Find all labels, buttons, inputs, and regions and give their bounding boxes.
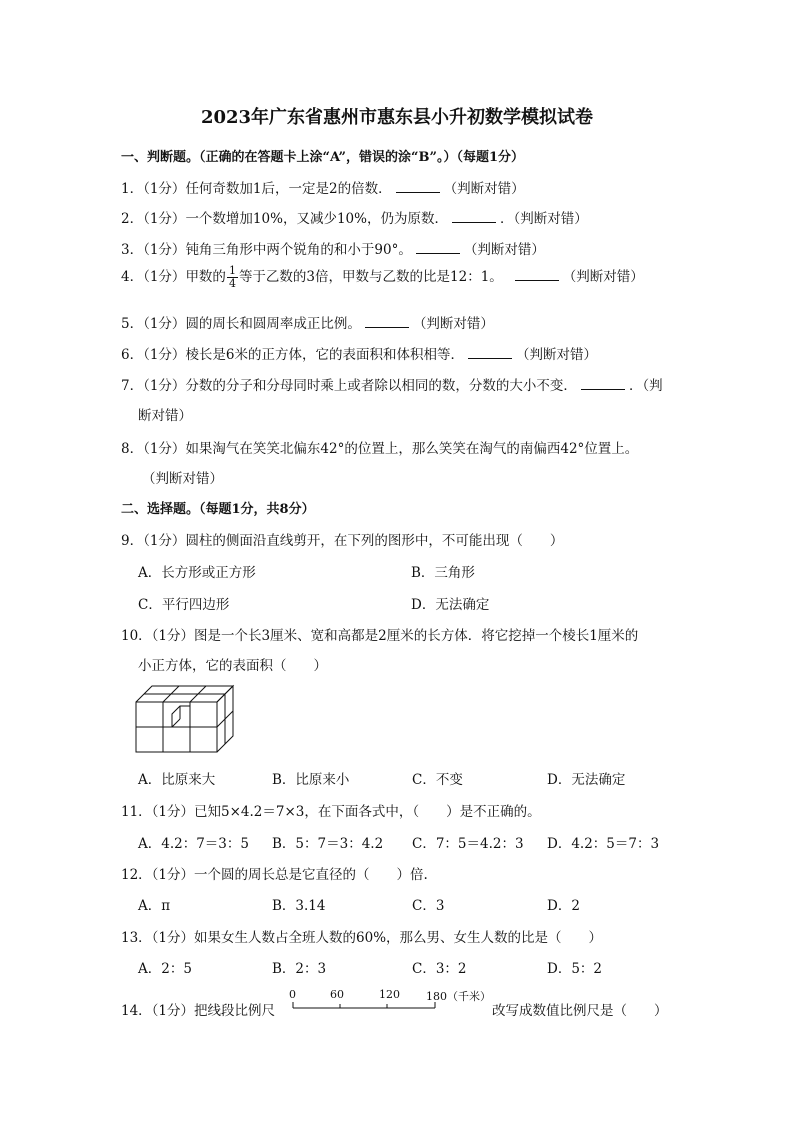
answer-blank[interactable]	[365, 326, 409, 328]
page-title: 2023年广东省惠州市惠东县小升初数学模拟试卷	[200, 107, 594, 128]
question-tail: ．（判	[628, 378, 663, 394]
q13-option-a[interactable]: A．2：5	[138, 961, 192, 977]
scale-ruler	[287, 1000, 447, 1010]
question-tail: （判断对错）	[463, 242, 545, 258]
q10-option-c[interactable]: C．不变	[412, 772, 463, 788]
answer-blank[interactable]	[468, 357, 512, 359]
question-text: 棱长是6米的正方体，它的表面积和体积相等．	[185, 347, 465, 363]
question-2	[121, 207, 588, 227]
question-text: 钝角三角形中两个锐角的和小于90°。	[185, 242, 412, 258]
question-8-cont	[138, 467, 223, 487]
q11-option-d[interactable]: D．4.2：5＝7：3	[547, 836, 660, 852]
question-tail: （判断对错）	[142, 471, 223, 487]
question-number: 3．（1分）	[121, 242, 186, 258]
question-4	[121, 265, 644, 290]
cuboid-figure	[134, 684, 238, 756]
scale-label-60: 60	[330, 988, 344, 1001]
question-7	[121, 374, 663, 394]
q11-option-a[interactable]: A．4.2：7＝3：5	[138, 836, 249, 852]
question-10	[121, 624, 638, 644]
question-number: 10．（1分）	[121, 628, 195, 644]
q13-option-c[interactable]: C．3：2	[412, 961, 467, 977]
question-number: 12．（1分）	[121, 867, 195, 883]
q9-option-d[interactable]: D．无法确定	[411, 597, 490, 613]
question-tail: （判断对错）	[443, 181, 525, 197]
question-number: 4．（1分）	[121, 269, 186, 285]
question-8	[121, 437, 638, 457]
question-text: 图是一个长3厘米、宽和高都是2厘米的长方体．将它挖掉一个棱长1厘米的	[194, 628, 639, 644]
question-text: 一个数增加10%，又减少10%，仍为原数．	[185, 211, 448, 227]
question-number: 13．（1分）	[121, 930, 195, 946]
fraction-numerator: 1	[228, 264, 236, 277]
question-14-post: 改写成数值比例尺是（ ）	[492, 1003, 668, 1019]
answer-blank[interactable]	[581, 388, 625, 390]
question-pre: 把线段比例尺	[194, 1003, 276, 1019]
question-text: 圆的周长和圆周率成正比例。	[185, 316, 361, 332]
q10-option-a[interactable]: A．比原来大	[138, 772, 216, 788]
fraction-denominator: 4	[228, 277, 236, 290]
question-3	[121, 238, 545, 258]
question-text: 任何奇数加1后，一定是2的倍数．	[185, 181, 392, 197]
question-9	[121, 529, 563, 549]
question-text: 圆柱的侧面沿直线剪开，在下列的图形中，不可能出现（ ）	[185, 533, 564, 549]
question-tail: ．（判断对错）	[499, 211, 588, 227]
q9-option-a[interactable]: A．长方形或正方形	[138, 565, 256, 581]
q10-option-d[interactable]: D．无法确定	[547, 772, 626, 788]
question-number: 9．（1分）	[121, 533, 186, 549]
answer-blank[interactable]	[416, 252, 460, 254]
question-post: 等于乙数的3倍，甲数与乙数的比是12：1。	[238, 269, 503, 285]
scale-label-120: 120	[379, 988, 400, 1001]
q12-option-b[interactable]: B．3.14	[272, 898, 326, 914]
question-text: 如果女生人数占全班人数的60%，那么男、女生人数的比是（ ）	[194, 930, 603, 946]
question-tail: （判断对错）	[412, 316, 494, 332]
q13-option-d[interactable]: D．5：2	[547, 961, 603, 977]
scale-label-180: 180（千米）	[426, 990, 491, 1003]
scale-label-0: 0	[289, 988, 296, 1001]
line-scale	[287, 988, 491, 1010]
q13-option-b[interactable]: B．2：3	[272, 961, 327, 977]
q9-option-b[interactable]: B．三角形	[411, 565, 475, 581]
question-10-cont: 小正方体，它的表面积（ ）	[138, 658, 327, 674]
q12-option-a[interactable]: A．π	[138, 898, 171, 914]
question-14	[121, 999, 275, 1019]
q12-option-d[interactable]: D．2	[547, 898, 580, 914]
question-number: 6．（1分）	[121, 347, 186, 363]
fraction	[227, 265, 238, 290]
section-1-heading: 一、判断题。（正确的在答题卡上涂“A”，错误的涂“B”。）（每题1分）	[121, 150, 524, 165]
question-tail: （判断对错）	[516, 347, 598, 363]
question-number: 11．（1分）	[121, 804, 195, 820]
question-pre: 甲数的	[185, 269, 226, 285]
question-number: 14．（1分）	[121, 1003, 195, 1019]
question-number: 1．（1分）	[121, 181, 186, 197]
question-11	[121, 800, 541, 820]
q11-option-b[interactable]: B．5：7＝3：4.2	[272, 836, 384, 852]
question-7-cont: 断对错）	[138, 408, 192, 424]
question-5	[121, 312, 494, 332]
q9-option-c[interactable]: C．平行四边形	[138, 597, 230, 613]
question-text: 如果淘气在笑笑北偏东42°的位置上，那么笑笑在淘气的南偏西42°位置上。	[185, 441, 639, 457]
question-number: 2．（1分）	[121, 211, 186, 227]
q12-option-c[interactable]: C．3	[412, 898, 445, 914]
answer-blank[interactable]	[515, 279, 559, 281]
question-text: 一个圆的周长总是它直径的（ ）倍.	[194, 867, 428, 883]
answer-blank[interactable]	[452, 221, 496, 223]
question-13	[121, 926, 602, 946]
question-tail: （判断对错）	[562, 269, 644, 285]
q11-option-c[interactable]: C．7：5＝4.2：3	[412, 836, 524, 852]
question-number: 8．（1分）	[121, 441, 186, 457]
q10-option-b[interactable]: B．比原来小	[272, 772, 350, 788]
question-number: 5．（1分）	[121, 316, 186, 332]
question-text: 已知5×4.2＝7×3，在下面各式中，（ ）是不正确的。	[194, 804, 541, 820]
question-1	[121, 177, 525, 197]
question-6	[121, 343, 597, 363]
answer-blank[interactable]	[396, 191, 440, 193]
question-text: 分数的分子和分母同时乘上或者除以相同的数，分数的大小不变．	[185, 378, 577, 394]
question-number: 7．（1分）	[121, 378, 186, 394]
question-12	[121, 863, 428, 883]
section-2-heading: 二、选择题。（每题1分，共8分）	[121, 502, 315, 517]
